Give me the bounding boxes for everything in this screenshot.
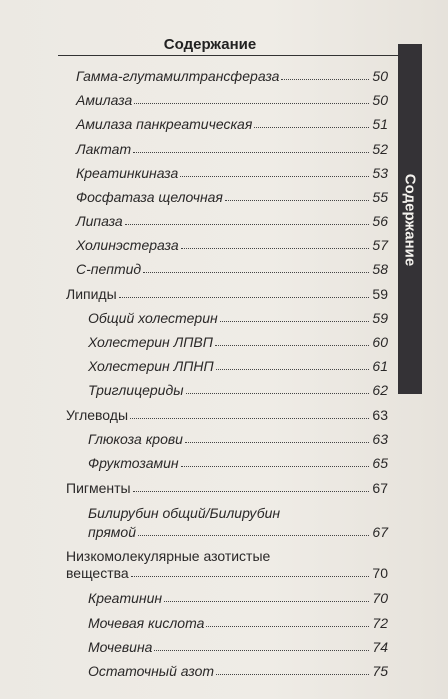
toc-entry-label: Остаточный азот (88, 663, 215, 679)
toc-entry-label: Холинэстераза (76, 237, 179, 253)
toc-entry-label: Общий холестерин (88, 310, 218, 326)
dot-leader (131, 576, 370, 577)
toc-entry[interactable] (76, 260, 388, 278)
toc-entry-page: 53 (372, 165, 388, 181)
toc-entry[interactable] (88, 454, 388, 472)
toc-entry-page: 51 (372, 116, 388, 132)
toc-entry-label-line1: Низкомолекулярные азотистые (66, 548, 271, 564)
toc-entry-label: Триглицериды (88, 382, 184, 398)
toc-entry-page: 52 (372, 141, 388, 157)
toc-entry-label: Гамма-глутамилтрансфераза (76, 68, 280, 84)
toc-entry-page: 50 (372, 92, 388, 108)
toc-entry-page: 60 (372, 334, 388, 350)
dot-leader (206, 626, 369, 627)
toc-entry[interactable] (88, 357, 388, 375)
toc-entry[interactable] (88, 430, 388, 448)
toc-entry-page: 67 (372, 480, 388, 496)
toc-entry-label: Фруктозамин (88, 455, 179, 471)
toc-entry-label: Углеводы (66, 407, 129, 423)
toc-entry[interactable] (76, 188, 388, 206)
toc-entry[interactable] (76, 67, 388, 85)
toc-entry-label: Лактат (76, 141, 132, 157)
toc-entry-label: С-пептид (76, 261, 142, 277)
toc-entry-page: 59 (372, 286, 388, 302)
dot-leader (215, 345, 370, 346)
toc-entry[interactable] (76, 91, 388, 109)
dot-leader (125, 224, 370, 225)
toc-entry[interactable] (88, 589, 388, 607)
toc-entry[interactable] (76, 212, 388, 230)
toc-entry[interactable] (76, 140, 388, 158)
toc-entry-label-line1: Билирубин общий/Билирубин (88, 505, 281, 521)
toc-section-entry-line2[interactable] (66, 564, 388, 582)
dot-leader (225, 200, 370, 201)
toc-entry-page: 58 (372, 261, 388, 277)
dot-leader (216, 369, 370, 370)
dot-leader (185, 442, 369, 443)
toc-entry-line2[interactable] (88, 523, 388, 541)
dot-leader (134, 103, 369, 104)
toc-entry-page: 56 (372, 213, 388, 229)
dot-leader (143, 272, 369, 273)
toc-entry-label: Липиды (66, 286, 117, 302)
dot-leader (130, 418, 369, 419)
dot-leader (181, 248, 370, 249)
toc-section-entry[interactable] (66, 479, 388, 497)
toc-entry-label: Фосфатаза щелочная (76, 189, 223, 205)
header-rule (58, 55, 398, 56)
toc-entry-page: 57 (372, 237, 388, 253)
running-header-title: Содержание (163, 36, 257, 53)
toc-entry[interactable] (88, 662, 388, 680)
toc-entry[interactable] (88, 333, 388, 351)
toc-entry[interactable] (88, 309, 388, 327)
dot-leader (119, 297, 370, 298)
side-tab-label: Содержание (401, 173, 419, 267)
toc-section-entry-line1[interactable] (66, 547, 388, 565)
toc-entry-label: Липаза (76, 213, 123, 229)
toc-entry-label: Глюкоза крови (88, 431, 183, 447)
dot-leader (186, 393, 370, 394)
toc-entry[interactable] (88, 638, 388, 656)
toc-entry-label-line2: вещества (66, 565, 129, 581)
toc-entry-page: 62 (372, 382, 388, 398)
toc-entry-label: Холестерин ЛПВП (88, 334, 213, 350)
toc-entry-page: 50 (372, 68, 388, 84)
toc-entry-page: 74 (372, 639, 388, 655)
toc-entry-page: 72 (372, 615, 388, 631)
toc-entry[interactable] (76, 115, 388, 133)
dot-leader (281, 79, 369, 80)
toc-entry[interactable] (76, 236, 388, 254)
toc-section-entry[interactable] (66, 285, 388, 303)
toc-entry-label: Амилаза панкреатическая (76, 116, 253, 132)
toc-entry-label: Креатинкиназа (76, 165, 179, 181)
toc-entry-line1[interactable] (88, 504, 388, 522)
toc-entry-label: Креатинин (88, 590, 163, 606)
toc-entry-label: Пигменты (66, 480, 131, 496)
toc-entry-page: 75 (372, 663, 388, 679)
toc-entry-page: 61 (372, 358, 388, 374)
toc-entry-page: 70 (372, 565, 388, 581)
toc-entry[interactable] (88, 381, 388, 399)
toc-entry-page: 55 (372, 189, 388, 205)
toc-entry-label-line2: прямой (88, 524, 136, 540)
toc-entry-page: 59 (372, 310, 388, 326)
dot-leader (216, 674, 369, 675)
dot-leader (138, 535, 369, 536)
toc-entry-page: 63 (372, 431, 388, 447)
toc-entry-label: Мочевая кислота (88, 615, 205, 631)
dot-leader (180, 176, 369, 177)
toc-entry-page: 65 (372, 455, 388, 471)
dot-leader (133, 152, 369, 153)
toc-entry[interactable] (76, 164, 388, 182)
dot-leader (164, 601, 369, 602)
toc-entry-label: Амилаза (76, 92, 133, 108)
toc-entry-page: 63 (372, 407, 388, 423)
dot-leader (254, 127, 369, 128)
dot-leader (220, 321, 370, 322)
toc-entry-page: 67 (372, 524, 388, 540)
toc-entry-label: Холестерин ЛПНП (88, 358, 214, 374)
toc-entry[interactable] (88, 614, 388, 632)
dot-leader (181, 466, 370, 467)
toc-section-entry[interactable] (66, 406, 388, 424)
dot-leader (154, 650, 369, 651)
dot-leader (133, 491, 370, 492)
toc-entry-label: Мочевина (88, 639, 153, 655)
toc-entry-page: 70 (372, 590, 388, 606)
